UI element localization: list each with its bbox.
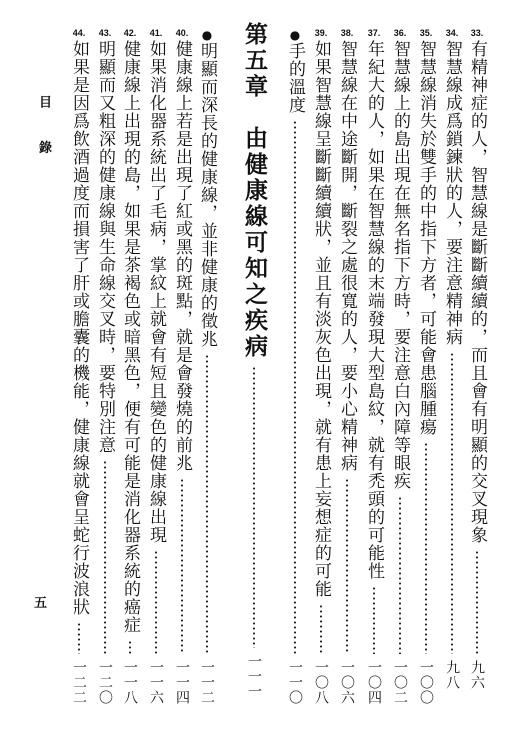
toc-entry bbox=[466, 28, 488, 718]
entry-page-number: 一一六 bbox=[148, 660, 164, 705]
toc-entry bbox=[68, 28, 90, 718]
entry-page-number: 一二二 bbox=[71, 660, 87, 705]
entry-title: 如果智慧線呈斷斷續續狀，並且有淡灰色出現，就有患上妄想症的可能 bbox=[311, 40, 331, 598]
entry-page-number: 一〇〇 bbox=[418, 660, 434, 705]
entry-title: 智慧線上的島出現在無名指下方時，要注意白內障等眼疾 bbox=[390, 40, 410, 490]
entry-page-number: 一〇八 bbox=[313, 660, 329, 705]
dot-leader bbox=[373, 586, 375, 654]
entry-title: 如果消化器系統出了毛病，掌紋上就會有短且變色的健康線出現 bbox=[146, 40, 166, 544]
entry-title: 年紀大的人，如果在智慧線的末端發現大型島紋，就有禿頭的可能性 bbox=[364, 40, 384, 580]
entry-number: 43. bbox=[98, 28, 112, 38]
entry-number: 40. bbox=[175, 28, 189, 38]
entry-page-number: 一一〇 bbox=[287, 660, 303, 705]
entry-number: 41. bbox=[149, 28, 163, 38]
dot-leader bbox=[476, 550, 478, 654]
toc-entry bbox=[284, 28, 306, 718]
toc-entry bbox=[119, 28, 141, 718]
bullet-icon: ● bbox=[201, 28, 213, 42]
page-number: 五 bbox=[34, 596, 48, 611]
entry-title: 健康線上若是出現了紅或黑的斑點，就是會發燒的前兆 bbox=[172, 40, 192, 472]
toc-entry bbox=[145, 28, 167, 718]
entry-page-number: 一一一 bbox=[246, 654, 262, 699]
dot-leader bbox=[399, 496, 401, 654]
entry-title: 手的溫度 bbox=[285, 42, 305, 114]
entry-number: 44. bbox=[72, 28, 86, 38]
dot-leader bbox=[181, 478, 183, 654]
entry-number: 37. bbox=[367, 28, 381, 38]
entry-title: 智慧線成爲鎖鍊狀的人，要注意精神病 bbox=[442, 40, 462, 346]
dot-leader bbox=[129, 640, 131, 654]
bullet-icon: ● bbox=[289, 28, 301, 42]
toc-entry bbox=[441, 28, 463, 718]
entry-page-number: 一一二 bbox=[199, 660, 215, 705]
entry-number: 38. bbox=[340, 28, 354, 38]
chapter-title: 第五章 由健康線可知之疾病 bbox=[241, 22, 267, 360]
entry-title: 健康線上出現的島，如果是茶褐色或暗黑色，便有可能是消化器系統的癌症 bbox=[120, 40, 140, 634]
toc-entry bbox=[94, 28, 116, 718]
dot-leader bbox=[320, 604, 322, 654]
entry-page-number: 一一四 bbox=[174, 660, 190, 705]
section-label: 目 錄 bbox=[36, 95, 51, 168]
entry-title: 智慧線在中途斷開，斷裂之處很寬的人，要小心精神病 bbox=[337, 40, 357, 472]
entry-title: 智慧線消失於雙手的中指下方者，可能會患腦腫瘍 bbox=[416, 40, 436, 436]
toc-entry bbox=[389, 28, 411, 718]
entry-title: 明顯而深長的健康線，並非健康的徵兆 bbox=[197, 42, 217, 348]
entry-title: 明顯而又粗深的健康線與生命線交叉時，要特別注意 bbox=[95, 40, 115, 454]
toc-entry bbox=[363, 28, 385, 718]
dot-leader bbox=[346, 478, 348, 654]
dot-leader bbox=[294, 120, 296, 654]
entry-page-number: 一〇六 bbox=[339, 660, 355, 705]
entry-page-number: 九六 bbox=[469, 660, 485, 690]
dot-leader bbox=[451, 352, 453, 654]
entry-page-number: 一〇四 bbox=[366, 660, 382, 705]
toc-entry bbox=[196, 28, 218, 718]
entry-page-number: 九八 bbox=[444, 660, 460, 690]
entry-number: 34. bbox=[445, 28, 459, 38]
dot-leader bbox=[206, 354, 208, 654]
entry-title: 如果是因爲飲酒過度而損害了肝或膽囊的機能，健康線就會呈蛇行波浪狀 bbox=[69, 40, 89, 616]
dot-leader bbox=[155, 550, 157, 654]
toc-entry bbox=[310, 28, 332, 718]
entry-title: 有精神症的人，智慧線是斷斷續續的，而且會有明顯的交叉現象 bbox=[467, 40, 487, 544]
dot-leader bbox=[78, 622, 80, 654]
entry-page-number: 一二〇 bbox=[97, 660, 113, 705]
toc-entry bbox=[415, 28, 437, 718]
entry-page-number: 一一八 bbox=[122, 660, 138, 705]
toc-entry bbox=[171, 28, 193, 718]
chapter-heading bbox=[239, 22, 269, 712]
entry-number: 42. bbox=[123, 28, 137, 38]
dot-leader bbox=[253, 366, 255, 648]
dot-leader bbox=[104, 460, 106, 654]
dot-leader bbox=[425, 442, 427, 654]
toc-entry bbox=[336, 28, 358, 718]
entry-number: 39. bbox=[314, 28, 328, 38]
entry-number: 36. bbox=[393, 28, 407, 38]
entry-number: 35. bbox=[419, 28, 433, 38]
entry-number: 33. bbox=[470, 28, 484, 38]
entry-page-number: 一〇二 bbox=[392, 660, 408, 705]
